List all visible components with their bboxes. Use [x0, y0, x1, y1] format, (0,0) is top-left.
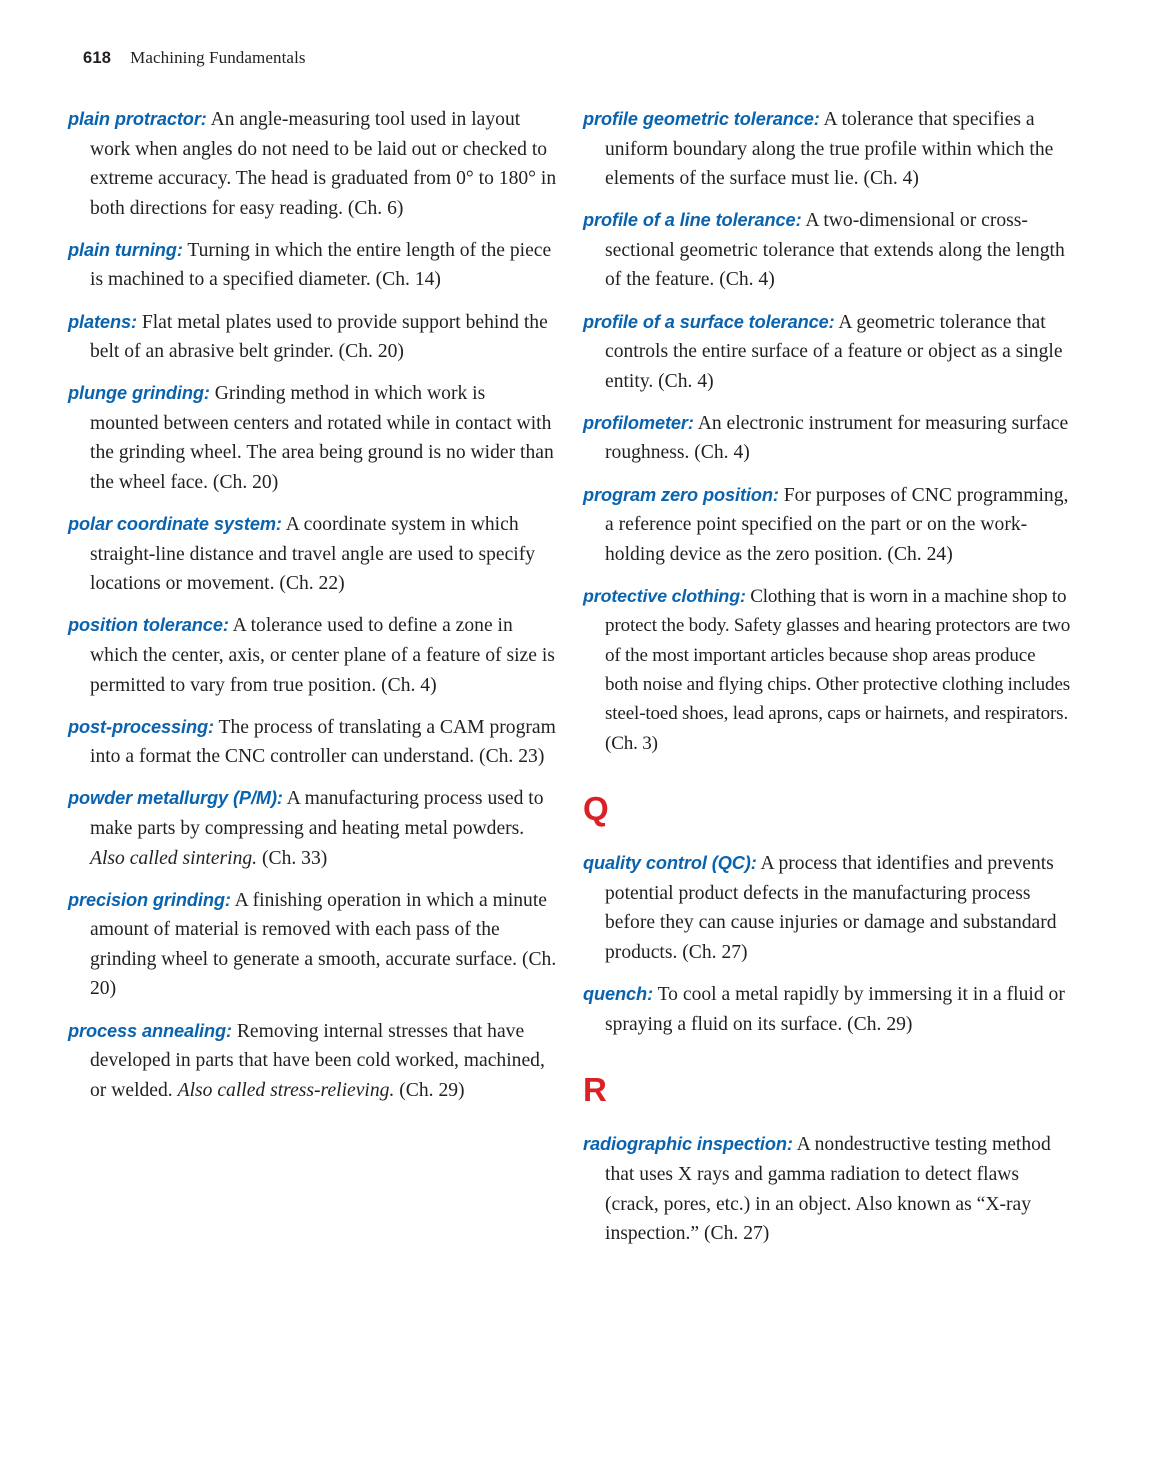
glossary-chapter-ref: (Ch. 33): [257, 847, 328, 869]
glossary-term: plunge grinding:: [68, 383, 210, 404]
glossary-definition: A geometric tolerance that controls the entire surface of a feature or object as a single entity. (Ch. 4): [605, 311, 1063, 392]
glossary-entry: [583, 409, 1073, 468]
glossary-definition: Grinding method in which work is mounted between centers and rotated while in contact with the grinding wheel. The area being ground is no wider than the wheel face. (Ch. 20): [90, 383, 554, 494]
glossary-entry: [583, 481, 1073, 570]
glossary-entry: [68, 105, 558, 223]
glossary-entry: [68, 379, 558, 497]
glossary-term: precision grinding:: [68, 889, 231, 910]
glossary-term: position tolerance:: [68, 615, 229, 636]
glossary-term: program zero position:: [583, 484, 779, 505]
glossary-term: profile geometric tolerance:: [583, 109, 820, 129]
glossary-definition: To cool a metal rapidly by immersing it in a fluid or spraying a fluid on its surface. (Ch. 29): [605, 984, 1065, 1035]
letter-section-heading-q: Q: [583, 790, 609, 828]
book-title: Machining Fundamentals: [130, 48, 306, 67]
glossary-term: plain protractor:: [68, 109, 207, 129]
glossary-entry: [583, 849, 1073, 967]
glossary-term: process annealing:: [68, 1020, 232, 1041]
glossary-definition: A finishing operation in which a minute amount of material is removed with each pass of the grinding wheel to generate a smooth, accurate surface. (Ch. 20): [90, 889, 557, 1000]
glossary-also-called: Also called sintering.: [90, 847, 258, 869]
glossary-term: profilometer:: [583, 412, 694, 433]
glossary-definition: The process of translating a CAM program into a format the CNC controller can understand. (Ch. 23): [90, 716, 556, 768]
glossary-definition: Turning in which the entire length of the piece is machined to a specified diameter. (Ch. 14): [90, 239, 552, 291]
glossary-entry: [583, 105, 1073, 194]
glossary-definition: An electronic instrument for measuring surface roughness. (Ch. 4): [605, 412, 1069, 464]
running-head: [83, 48, 306, 68]
glossary-term: profile of a surface tolerance:: [583, 311, 835, 332]
glossary-term: quench:: [583, 984, 654, 1005]
glossary-term: profile of a line tolerance:: [583, 210, 802, 231]
glossary-entry: [68, 886, 558, 1004]
glossary-definition: For purposes of CNC programming, a reference point specified on the part or on the work-holding device as the zero position. (Ch. 24): [605, 484, 1069, 565]
glossary-definition: Flat metal plates used to provide support behind the belt of an abrasive belt grinder. (Ch. 20): [90, 311, 548, 363]
glossary-entry: [68, 510, 558, 599]
glossary-definition: Removing internal stresses that have developed in parts that have been cold worked, machined, or welded.: [90, 1020, 545, 1101]
glossary-entry: [68, 236, 558, 295]
glossary-entry: [68, 611, 558, 700]
glossary-definition: A coordinate system in which straight-line distance and travel angle are used to specify locations or movement. (Ch. 22): [90, 514, 536, 595]
right-column: [583, 105, 1073, 1261]
glossary-term: platens:: [68, 311, 137, 332]
glossary-definition: A two-dimensional or cross-sectional geometric tolerance that extends along the length of the feature. (Ch. 4): [605, 210, 1065, 291]
glossary-entry: [68, 1017, 558, 1106]
glossary-definition: A tolerance that specifies a uniform boundary along the true profile within which the elements of the surface must lie. (Ch. 4): [605, 109, 1054, 190]
glossary-columns: [68, 105, 1088, 1261]
glossary-term: post-processing:: [68, 716, 214, 737]
glossary-entry: [583, 308, 1073, 397]
glossary-term: powder metallurgy (P/M):: [68, 788, 283, 809]
glossary-entry: [583, 1130, 1073, 1248]
glossary-term: plain turning:: [68, 239, 183, 260]
letter-section-heading-r: R: [583, 1071, 607, 1109]
glossary-term: radiographic inspection:: [583, 1134, 793, 1155]
left-column: [68, 105, 558, 1261]
glossary-entry: [583, 206, 1073, 295]
glossary-entry: [583, 980, 1073, 1039]
glossary-term: protective clothing:: [583, 585, 746, 606]
glossary-entry: [583, 582, 1073, 758]
glossary-entry: [68, 713, 558, 772]
glossary-definition: A tolerance used to define a zone in which the center, axis, or center plane of a feature of size is permitted to vary from true position. (Ch. 4): [90, 615, 555, 696]
glossary-definition: Clothing that is worn in a machine shop to protect the body. Safety glasses and hearing protectors are two of the most important articles because shop areas produce both noise and flying chips. Other protective clothing includes steel-toed shoes, lead aprons, caps or hairnets, and respirators. (Ch. 3): [605, 585, 1071, 754]
glossary-term: polar coordinate system:: [68, 514, 282, 535]
glossary-definition: A nondestructive testing method that uses X rays and gamma radiation to detect flaws (crack, pores, etc.) in an object. Also known as “X-ray inspection.” (Ch. 27): [605, 1134, 1051, 1245]
glossary-definition: A manufacturing process used to make parts by compressing and heating metal powders.: [90, 788, 544, 839]
glossary-entry: [68, 308, 558, 367]
glossary-term: quality control (QC):: [583, 853, 757, 874]
glossary-entry: [68, 784, 558, 873]
page-number: 618: [83, 49, 112, 67]
glossary-chapter-ref: (Ch. 29): [394, 1079, 465, 1101]
glossary-definition: An angle-measuring tool used in layout work when angles do not need to be laid out or checked to extreme accuracy. The head is graduated from 0° to 180° in both directions for easy reading. (Ch. 6): [90, 109, 557, 219]
glossary-also-called: Also called stress-relieving.: [177, 1079, 395, 1101]
glossary-definition: A process that identifies and prevents potential product defects in the manufacturing process before they can cause injuries or damage and substandard products. (Ch. 27): [605, 853, 1057, 964]
